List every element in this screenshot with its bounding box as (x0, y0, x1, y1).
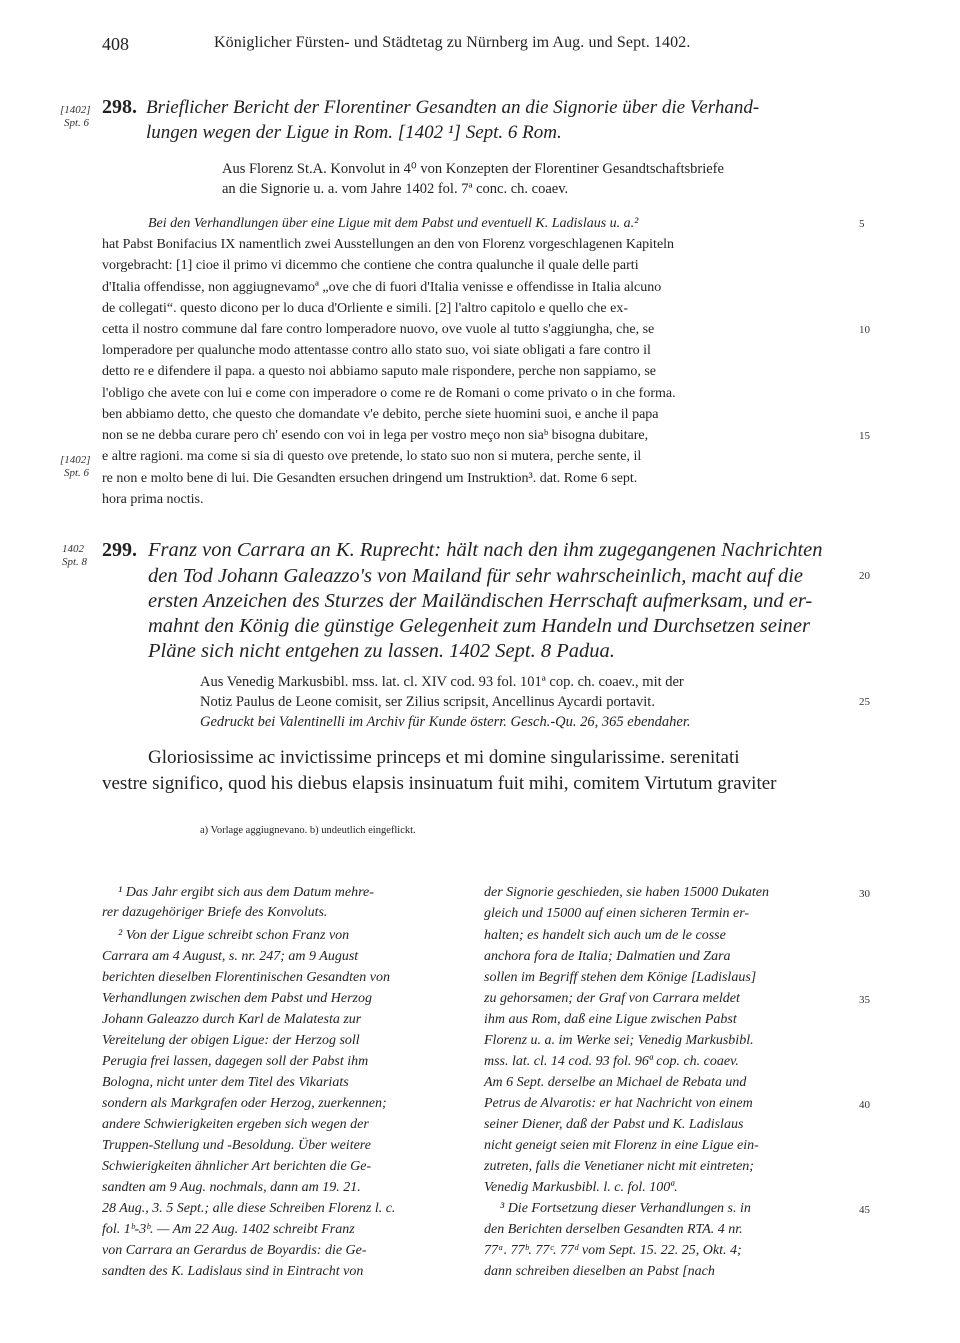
doc299-source-line-1: Aus Venedig Markusbibl. mss. lat. cl. XIV cod. 93 fol. 101ª cop. ch. coaev., mit der (200, 674, 684, 690)
doc298-body-line-9: l'obligo che avete con lui e come con imperadore o come re de Romani o come privato o in che forma. (102, 386, 676, 401)
doc298-body-line-13: re non e molto bene di lui. Die Gesandten ersuchen dringend um Instruktion³. dat. Rome 6 sept. (102, 471, 638, 486)
footnote-left-line-5: berichten dieselben Florentinischen Gesandten von (102, 970, 390, 985)
line-number-40: 40 (859, 1099, 870, 1111)
document-number-298: 298. (102, 96, 137, 118)
margin-subdate-298: Spt. 6 (64, 117, 90, 129)
margin-subdate-299: Spt. 8 (62, 556, 88, 568)
doc298-body-line-11: non se ne debba curare pero ch' esendo con voi in lega per vostro meço non siaᵇ bisogna dubitare, (102, 428, 649, 443)
footnote-right-line-4: anchora fora de Italia; Dalmatien und Zara (484, 949, 731, 964)
running-head: Königlicher Fürsten- und Städtetag zu Nürnberg im Aug. und Sept. 1402. (214, 34, 691, 51)
page-number: 408 (102, 34, 129, 54)
doc299-title-line-5: Pläne sich nicht entgehen zu lassen. 1402 Sept. 8 Padua. (148, 640, 615, 662)
footnote-left-line-3: ² Von der Ligue schreibt schon Franz von (118, 928, 350, 943)
footnote-right-line-8: Florenz u. a. im Werke sei; Venedig Markusbibl. (484, 1033, 754, 1048)
margin-date-299: 1402 (62, 543, 84, 555)
footnote-left-line-19: sandten des K. Ladislaus sind in Eintracht von (102, 1264, 364, 1279)
document-number-299: 299. (102, 539, 137, 561)
footnote-right-line-13: nicht geneigt seien mit Florenz in eine Ligue ein- (484, 1138, 759, 1153)
line-number-30: 30 (859, 888, 870, 900)
margin-date-298: [1402] (60, 104, 91, 116)
doc298-body-line-6: cetta il nostro commune dal fare contro lomperadore nuovo, ove vuole al tutto s'aggiungha, che, se (102, 322, 655, 337)
footnote-right-line-14: zutreten, falls die Venetianer nicht mit eintreten; (484, 1159, 754, 1174)
footnote-right-line-6: zu gehorsamen; der Graf von Carrara meldet (484, 991, 740, 1006)
footnote-left-line-14: Schwierigkeiten ähnlicher Art berichten die Ge- (102, 1159, 372, 1174)
doc298-body-line-10: ben abbiamo detto, che questo che domandate v'e debito, perche siete huomini suoi, e anche il papa (102, 407, 659, 422)
doc298-body-line-14: hora prima noctis. (102, 492, 204, 507)
doc299-print-source: Gedruckt bei Valentinelli im Archiv für Kunde österr. Gesch.-Qu. 26, 365 ebendaher. (200, 714, 691, 730)
line-number-45: 45 (859, 1204, 870, 1216)
doc298-body-line-12: e altre ragioni. ma come si sia di questo ove pretende, lo stato suo non si mutera, perche sente, il (102, 449, 642, 464)
footnote-left-line-6: Verhandlungen zwischen dem Pabst und Herzog (102, 991, 372, 1006)
line-number-10: 10 (859, 324, 870, 336)
footnote-right-line-2: gleich und 15000 auf einen sicheren Termin er- (484, 906, 750, 921)
footnote-right-line-1: der Signorie geschieden, sie haben 15000 Dukaten (484, 885, 769, 900)
doc299-source-line-2: Notiz Paulus de Leone comisit, ser Zilius scripsit, Ancellinus Aycardi portavit. (200, 694, 655, 710)
footnote-left-line-12: andere Schwierigkeiten ergeben sich wegen der (102, 1117, 369, 1132)
footnote-left-line-8: Vereitelung der obigen Ligue: der Herzog soll (102, 1033, 360, 1048)
footnote-left-line-2: rer dazugehöriger Briefe des Konvoluts. (102, 905, 328, 920)
doc299-title-line-2: den Tod Johann Galeazzo's von Mailand für sehr wahrscheinlich, macht auf die (148, 565, 804, 587)
footnote-right-line-3: halten; es handelt sich auch um de le cosse (484, 928, 726, 943)
footnote-left-line-16: 28 Aug., 3. 5 Sept.; alle diese Schreiben Florenz l. c. (102, 1201, 396, 1216)
doc298-source-line-1: Aus Florenz St.A. Konvolut in 4⁰ von Konzepten der Florentiner Gesandtschaftsbriefe (222, 161, 724, 177)
doc298-body-line-1: Bei den Verhandlungen über eine Ligue mit dem Pabst und eventuell K. Ladislaus u. a.² (148, 216, 639, 231)
footnote-right-line-15: Venedig Markusbibl. l. c. fol. 100ª. (484, 1180, 678, 1195)
footnote-left-line-17: fol. 1ᵇ-3ᵇ. — Am 22 Aug. 1402 schreibt Franz (102, 1222, 355, 1237)
doc298-body-line-8: detto re e difendere il papa. a questo noi abbiamo saputo male rispondere, perche non sappiamo, se (102, 364, 656, 379)
footnote-right-line-18: 77ᵃ. 77ᵇ. 77ᶜ. 77ᵈ vom Sept. 15. 22. 25, Okt. 4; (484, 1243, 742, 1258)
footnote-right-line-17: den Berichten derselben Gesandten RTA. 4 nr. (484, 1222, 743, 1237)
line-number-35: 35 (859, 994, 870, 1006)
footnote-left-line-15: sandten am 9 Aug. nochmals, dann am 19. 21. (102, 1180, 361, 1195)
footnote-right-line-19: dann schreiben dieselben an Pabst [nach (484, 1264, 715, 1279)
doc299-latin-line-1: Gloriosissime ac invictissime princeps et mi domine singularissime. serenitati (148, 747, 740, 768)
footnote-left-line-4: Carrara am 4 August, s. nr. 247; am 9 August (102, 949, 359, 964)
footnote-right-line-11: Petrus de Alvarotis: er hat Nachricht von einem (484, 1096, 753, 1111)
footnote-left-line-9: Perugia frei lassen, dagegen soll der Pabst ihm (102, 1054, 369, 1069)
doc298-body-line-4: d'Italia offendisse, non aggiugnevamoª „ove che di fuori d'Italia venisse e offendisse in Italia alcuno (102, 280, 662, 295)
footnote-right-line-9: mss. lat. cl. 14 cod. 93 fol. 96ª cop. ch. coaev. (484, 1054, 739, 1069)
doc298-title-line-1: Brieflicher Bericht der Florentiner Gesandten an die Signorie über die Verhand- (146, 97, 760, 118)
footnote-left-line-18: von Carrara an Gerardus de Boyardis: die Ge- (102, 1243, 367, 1258)
line-number-15: 15 (859, 430, 870, 442)
doc299-title-line-4: mahnt den König die günstige Gelegenheit zum Handeln und Durchsetzen seiner (148, 615, 810, 637)
footnote-left-line-13: Truppen-Stellung und -Besoldung. Über weitere (102, 1138, 371, 1153)
line-number-5: 5 (859, 218, 865, 230)
footnote-right-line-16: ³ Die Fortsetzung dieser Verhandlungen s. in (500, 1201, 751, 1216)
footnote-right-line-7: ihm aus Rom, daß eine Ligue zwischen Pabst (484, 1012, 737, 1027)
doc298-body-line-3: vorgebracht: [1] cioe il primo vi dicemmo che contiene che contra qualunche il quale delle parti (102, 258, 639, 273)
doc298-title-line-2: lungen wegen der Ligue in Rom. [1402 ¹] Sept. 6 Rom. (146, 122, 562, 143)
footnote-right-line-10: Am 6 Sept. derselbe an Michael de Rebata und (484, 1075, 747, 1090)
footnote-left-line-11: sondern als Markgrafen oder Herzog, zuerkennen; (102, 1096, 387, 1111)
footnote-left-line-1: ¹ Das Jahr ergibt sich aus dem Datum mehre- (118, 885, 374, 900)
variant-notes: a) Vorlage aggiugnevano. b) undeutlich eingeflickt. (200, 825, 416, 836)
footnote-right-line-12: seiner Diener, daß der Pabst und K. Ladislaus (484, 1117, 744, 1132)
doc298-body-line-7: lomperadore per qualunche modo attentasse contro allo stato suo, voi siate obligati a fare contro il (102, 343, 651, 358)
doc298-body-line-5: de collegati“. questo dicono per lo duca d'Orliente e simili. [2] l'altro capitolo e quello che ex- (102, 301, 628, 316)
doc298-source-line-2: an die Signorie u. a. vom Jahre 1402 fol. 7ª conc. ch. coaev. (222, 181, 569, 197)
margin-date-298-end: [1402] (60, 454, 91, 466)
doc299-title-line-3: ersten Anzeichen des Sturzes der Mailändischen Herrschaft aufmerksam, und er- (148, 590, 813, 612)
line-number-20: 20 (859, 570, 870, 582)
doc299-latin-line-2: vestre significo, quod his diebus elapsis insinuatum fuit mihi, comitem Virtutum graviter (102, 773, 777, 794)
footnote-left-line-7: Johann Galeazzo durch Karl de Malatesta zur (102, 1012, 362, 1027)
footnote-right-line-5: sollen im Begriff stehen dem Könige [Ladislaus] (484, 970, 757, 985)
line-number-25: 25 (859, 696, 870, 708)
footnote-left-line-10: Bologna, nicht unter dem Titel des Vikariats (102, 1075, 349, 1090)
doc298-body-line-2: hat Pabst Bonifacius IX namentlich zwei Ausstellungen an den von Florenz vorgeschlagenen Kapiteln (102, 237, 675, 252)
doc299-title-line-1: Franz von Carrara an K. Ruprecht: hält nach den ihm zugegangenen Nachrichten (148, 539, 823, 561)
margin-subdate-298-end: Spt. 6 (64, 467, 90, 479)
